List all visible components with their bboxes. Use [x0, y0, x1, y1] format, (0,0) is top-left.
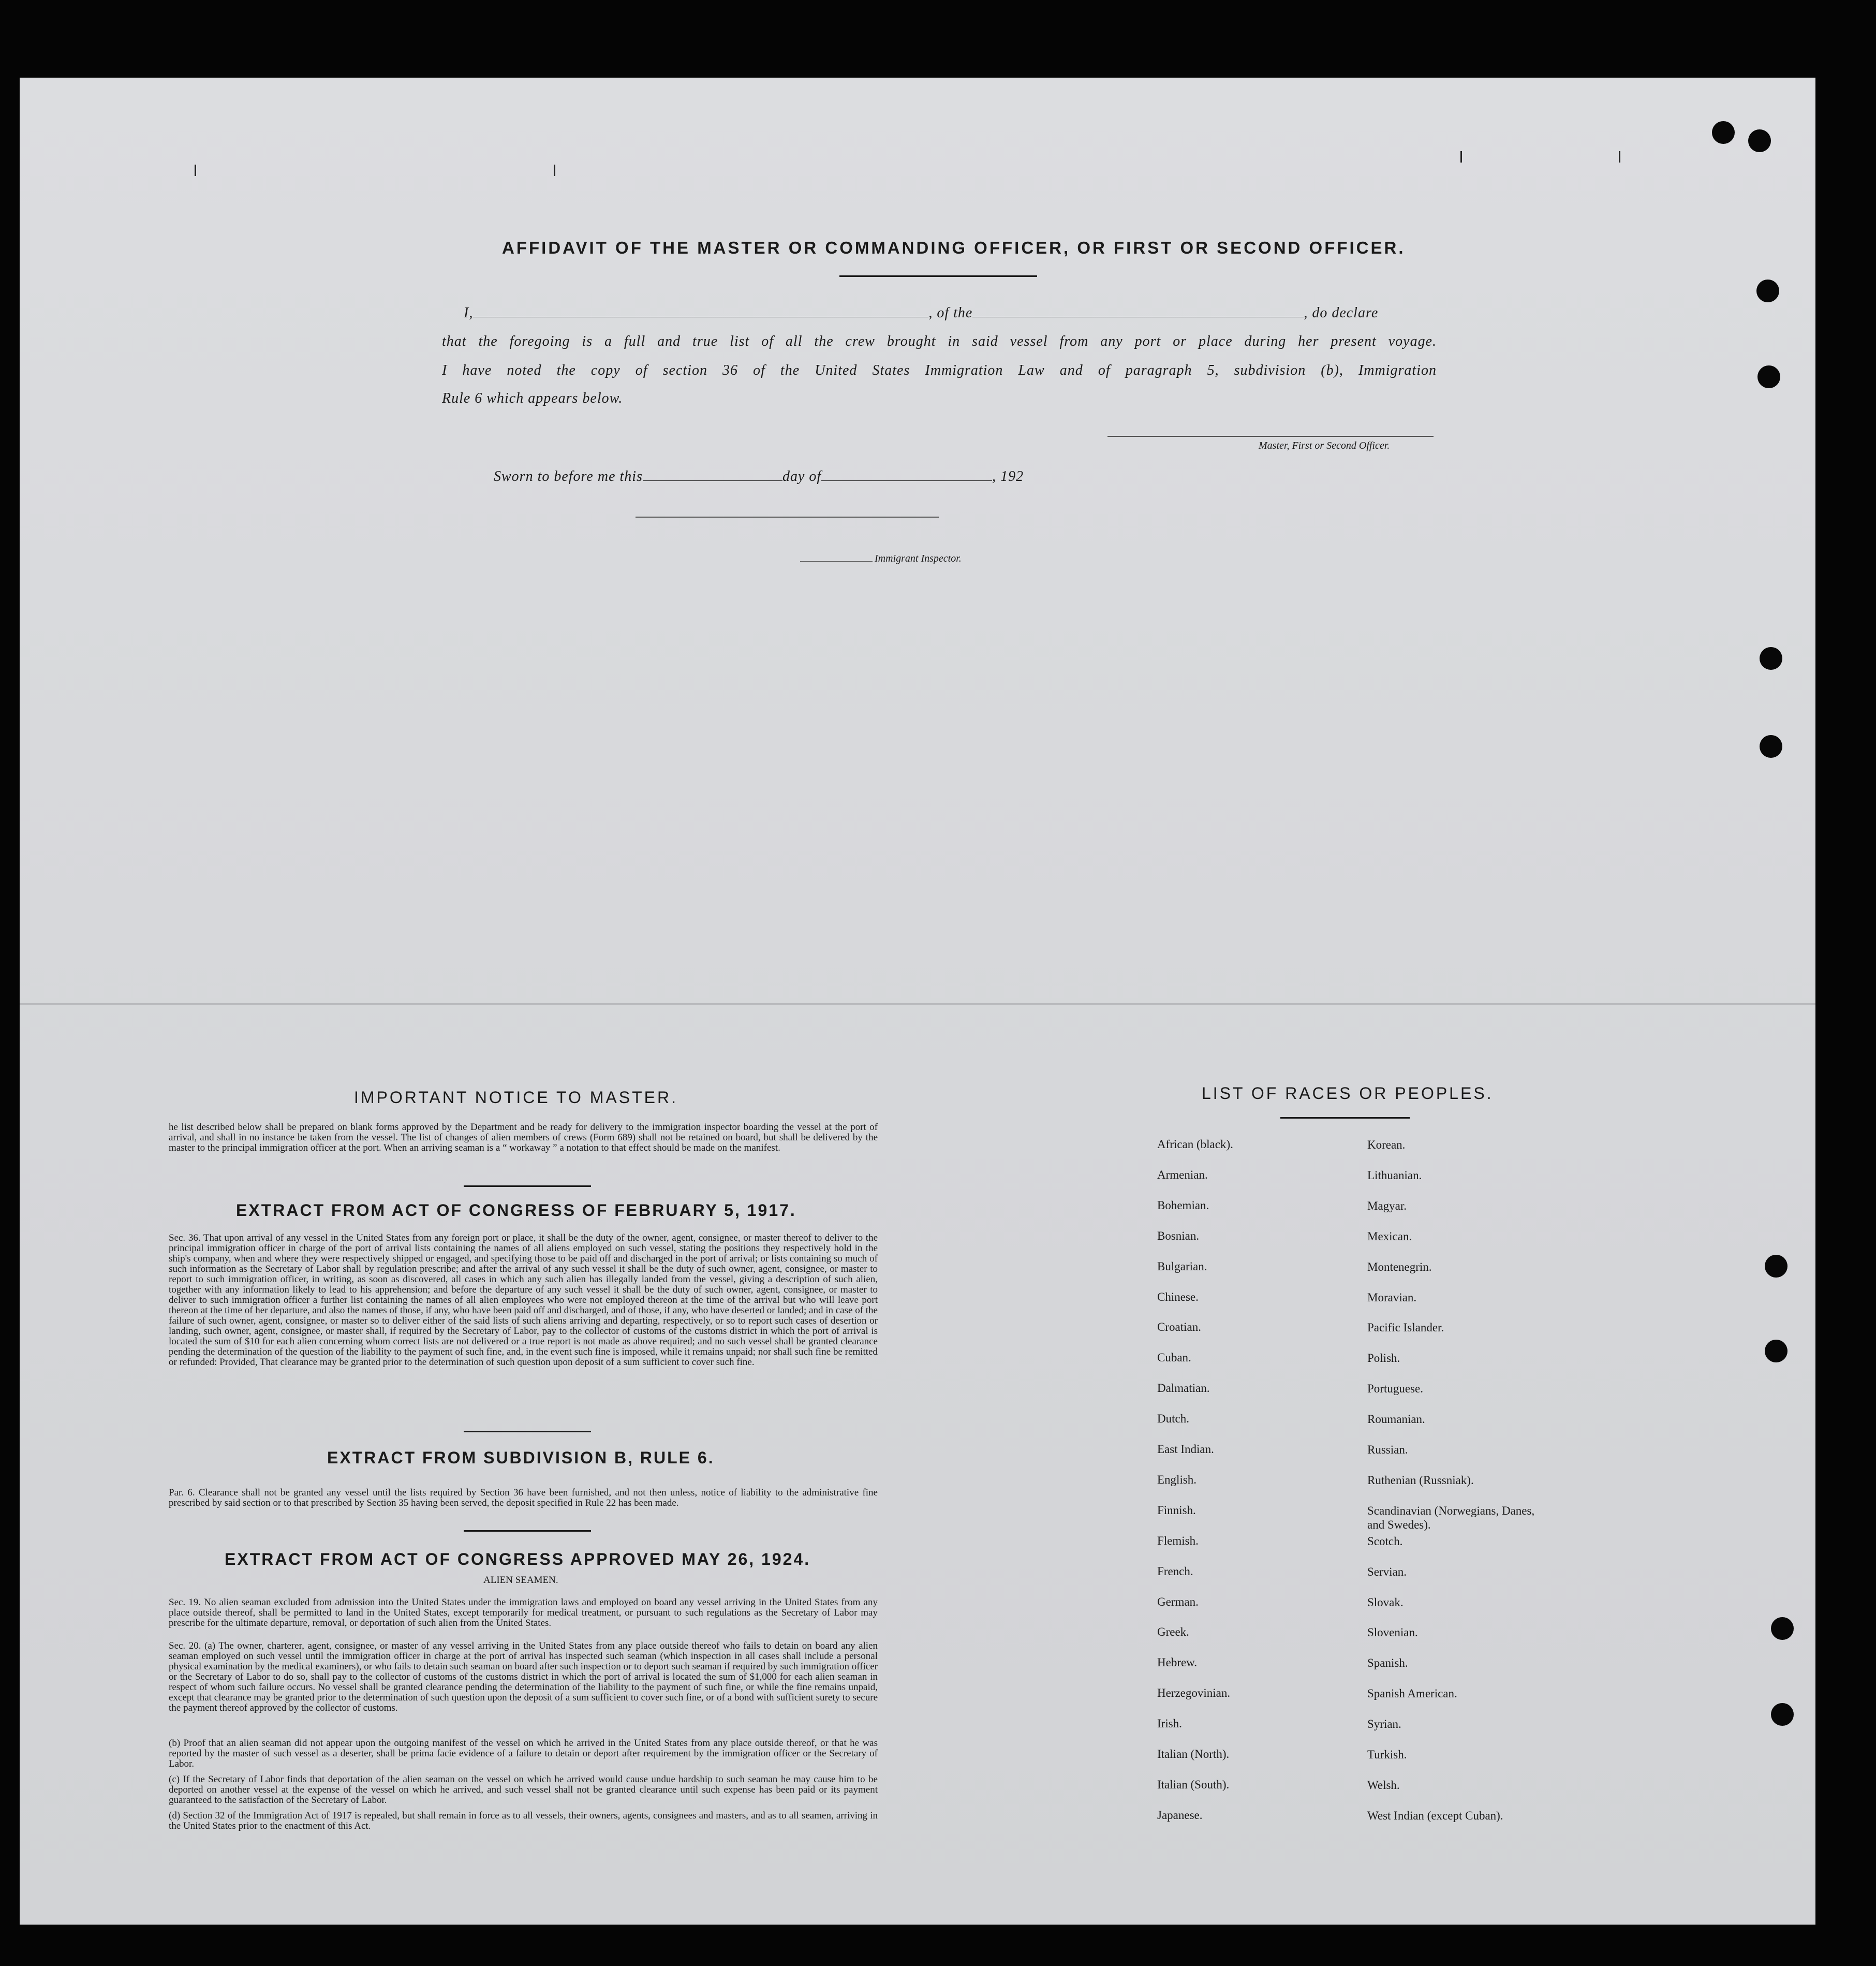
affidavit-of-the: , of the: [928, 305, 973, 321]
punch-hole-icon: [1748, 129, 1771, 152]
affidavit-declare: , do declare: [1304, 305, 1379, 321]
section-rule: [464, 1431, 591, 1432]
race-item: Dutch.: [1157, 1412, 1189, 1425]
section-rule: [464, 1185, 591, 1187]
extract-1917-title: EXTRACT FROM ACT OF CONGRESS OF FEBRUARY 5, 1917.: [236, 1201, 796, 1220]
inspector-lead-line: [800, 561, 873, 562]
races-title: LIST OF RACES OR PEOPLES.: [1202, 1084, 1494, 1103]
section-rule: [464, 1530, 591, 1532]
affidavit-line-2: that the foregoing is a full and true list of all the crew brought in said vessel from any port or place during her present voyage.: [442, 333, 1437, 349]
race-item: Spanish American.: [1367, 1687, 1457, 1700]
race-item: German.: [1157, 1595, 1199, 1608]
page-fold-line: [20, 1003, 1815, 1005]
race-item: Roumanian.: [1367, 1413, 1425, 1426]
race-item: Croatian.: [1157, 1321, 1201, 1333]
day-blank: [643, 468, 782, 481]
punch-hole-icon: [1771, 1617, 1794, 1640]
extract-rule6-title: EXTRACT FROM SUBDIVISION B, RULE 6.: [327, 1448, 715, 1467]
race-item: Korean.: [1367, 1138, 1406, 1151]
punch-hole-icon: [1760, 735, 1782, 758]
race-item: Finnish.: [1157, 1504, 1196, 1517]
race-item: Scandinavian (Norwegians, Danes, and Swedes).: [1367, 1504, 1535, 1531]
race-item: Magyar.: [1367, 1199, 1407, 1212]
race-item: Herzegovinian.: [1157, 1686, 1231, 1699]
race-item: Dalmatian.: [1157, 1382, 1210, 1395]
month-blank: [821, 468, 992, 481]
race-item: Bulgarian.: [1157, 1260, 1207, 1273]
extract-1924-sec20b: (b) Proof that an alien seaman did not appear upon the outgoing manifest of the vessel on which he arrived in the United States from any place outside thereof, or that he was reported by the master of such vessel as a deserter, shall be prima facie evidence of a failure to detain or deport after requirement by the immigration officer or the Secretary of Labor.: [169, 1738, 878, 1769]
vessel-blank: [972, 304, 1304, 317]
affidavit-title: AFFIDAVIT OF THE MASTER OR COMMANDING OFFICER, OR FIRST OR SECOND OFFICER.: [502, 238, 1406, 257]
race-item: Slovak.: [1367, 1596, 1404, 1609]
race-item: Italian (South).: [1157, 1778, 1230, 1791]
race-item: French.: [1157, 1565, 1193, 1578]
race-item: Ruthenian (Russniak).: [1367, 1474, 1474, 1487]
race-item: Irish.: [1157, 1717, 1182, 1730]
race-item: Greek.: [1157, 1625, 1189, 1638]
race-item: Chinese.: [1157, 1290, 1199, 1303]
race-item: Bosnian.: [1157, 1229, 1200, 1242]
race-item: Montenegrin.: [1367, 1260, 1432, 1273]
race-item: Russian.: [1367, 1443, 1408, 1456]
race-item: Polish.: [1367, 1352, 1400, 1365]
race-item: Italian (North).: [1157, 1748, 1230, 1760]
tick-mark: [195, 165, 196, 176]
signature-caption: Master, First or Second Officer.: [1259, 440, 1390, 451]
races-title-underline: [1280, 1117, 1410, 1119]
race-item: Lithuanian.: [1367, 1169, 1422, 1182]
extract-rule6-body: Par. 6. Clearance shall not be granted any vessel until the lists required by Section 36 have been furnished, and not then unless, notice of liability to the administrative fine prescribed by said section or to that prescribed by Section 35 having been served, the deposit specified in Rule 22 has been made.: [169, 1487, 878, 1508]
name-blank: [473, 304, 928, 317]
race-item: Bohemian.: [1157, 1199, 1209, 1212]
punch-hole-icon: [1765, 1255, 1788, 1278]
extract-1924-sec19: Sec. 19. No alien seaman excluded from admission into the United States under the immigration laws and employed on board any vessel arriving in the United States from any place outside thereof, shall be permitted to land in the United States, except temporarily for medical treatment, or pursuant to such regulations as the Secretary of Labor may prescribe for the ultimate departure, removal, or deportation of such alien from the United States.: [169, 1597, 878, 1628]
race-item: Syrian.: [1367, 1718, 1401, 1730]
race-item: West Indian (except Cuban).: [1367, 1809, 1503, 1822]
affidavit-line-1: [464, 304, 1378, 321]
sworn-day: day of: [782, 468, 822, 485]
extract-1924-subtitle: ALIEN SEAMEN.: [483, 1575, 558, 1586]
sworn-prefix: Sworn to before me this: [494, 468, 643, 485]
tick-mark: [1460, 151, 1462, 163]
affidavit-line-4: Rule 6 which appears below.: [442, 390, 623, 406]
race-item: African (black).: [1157, 1138, 1233, 1151]
race-item: Cuban.: [1157, 1351, 1191, 1364]
inspector-caption: Immigrant Inspector.: [875, 553, 962, 564]
signature-line: [1107, 436, 1434, 437]
affidavit-i: I,: [464, 305, 474, 321]
race-item: Japanese.: [1157, 1809, 1203, 1822]
punch-hole-icon: [1771, 1703, 1794, 1726]
punch-hole-icon: [1765, 1340, 1788, 1362]
tick-mark: [1619, 151, 1620, 163]
sworn-line: [494, 468, 1024, 485]
title-underline: [839, 275, 1037, 277]
race-item: Servian.: [1367, 1565, 1407, 1578]
race-item: Pacific Islander.: [1367, 1321, 1444, 1334]
race-item: Slovenian.: [1367, 1626, 1418, 1639]
punch-hole-icon: [1757, 365, 1780, 388]
notice-body: he list described below shall be prepared on blank forms approved by the Department and be ready for delivery to the immigration inspector boarding the vessel at the port of arrival, and shall in no instance be taken from the vessel. The list of changes of alien members of crews (Form 689) shall not be retained on board, but shall be delivered by the master to the principal immigration officer at the port. When an arriving seaman is a “ workaway ” a notation to that effect should be made on the manifest.: [169, 1122, 878, 1153]
race-item: Portuguese.: [1367, 1382, 1423, 1395]
race-item: East Indian.: [1157, 1443, 1214, 1456]
punch-hole-icon: [1712, 121, 1735, 144]
race-item: Welsh.: [1367, 1779, 1400, 1792]
sworn-year: , 192: [992, 468, 1024, 485]
extract-1924-title: EXTRACT FROM ACT OF CONGRESS APPROVED MAY 26, 1924.: [225, 1550, 811, 1568]
race-item: Mexican.: [1367, 1230, 1412, 1243]
punch-hole-icon: [1760, 647, 1782, 670]
extract-1924-sec20c: (c) If the Secretary of Labor finds that deportation of the alien seaman on the vessel on which he arrived would cause undue hardship to such seaman he may cause him to be deported on another vessel at the expense of the vessel on which he arrived, and such vessel shall not be granted clearance until such expense has been paid or its payment guaranteed to the satisfaction of the Secretary of Labor.: [169, 1774, 878, 1806]
affidavit-line-3: I have noted the copy of section 36 of the United States Immigration Law and of paragraph 5, subdivision (b), Immigration: [442, 362, 1437, 378]
punch-hole-icon: [1756, 280, 1779, 302]
notice-title: IMPORTANT NOTICE TO MASTER.: [354, 1088, 678, 1107]
tick-mark: [554, 165, 555, 176]
race-item: Hebrew.: [1157, 1656, 1198, 1669]
race-item: Moravian.: [1367, 1291, 1417, 1304]
race-item: Flemish.: [1157, 1534, 1199, 1547]
race-item: Turkish.: [1367, 1748, 1407, 1761]
race-item: Scotch.: [1367, 1535, 1403, 1548]
extract-1917-body: Sec. 36. That upon arrival of any vessel in the United States from any foreign port or place, it shall be the duty of the owner, agent, consignee, or master thereof to deliver to the principal immigration officer in charge of the port of arrival lists containing the names of all aliens employed on such vessel, stating the positions they respectively hold in the ship's company, when and where they were respectively shipped or engaged, and specifying those to be paid off and discharged in the port of arrival; or lists containing so much of such information as the Secretary of Labor shall by regulation prescribe; and after the arrival of any such vessel it shall be the duty of such owner, agent, consignee, or master to report to such immigration officer, in writing, as soon as discovered, all cases in which any such alien has illegally landed from the vessel, giving a description of such alien, together with any information likely to lead to his apprehension; and before the departure of any such vessel it shall be the duty of such owner, agent, consignee, or master to deliver to such immigration officer a further list containing the names of all alien employees who were not employed thereon at the time of the arrival but who will leave port thereon at the time of her departure, and also the names of those, if any, who have been paid off and discharged, and of those, if any, who have deserted or landed; and in case of the failure of such owner, agent, consignee, or master so to deliver either of the said lists of such aliens arriving and departing, respectively, or so to report such cases of desertion or landing, such owner, agent, consignee, or master shall, if required by the Secretary of Labor, pay to the collector of customs of the customs district in which the port of arrival is located the sum of $10 for each alien concerning whom correct lists are not delivered or a true report is not made as above required; and no such vessel shall be granted clearance pending the determination of the question of the liability to the payment of such fine, and, in the event such fine is imposed, while it remains unpaid; nor shall such fine be remitted or refunded: Provided, That clearance may be granted prior to the determination of such question upon deposit of a sum sufficient to cover such fine.: [169, 1233, 878, 1368]
race-item: English.: [1157, 1473, 1197, 1486]
race-item: Armenian.: [1157, 1168, 1208, 1181]
extract-1924-sec20a: Sec. 20. (a) The owner, charterer, agent, consignee, or master of any vessel arriving in the United States from any place outside thereof who fails to detain on board any alien seaman employed on such vessel until the immigration officer in charge at the port of arrival has inspected such seaman (which inspection in all cases shall include a personal physical examination by the medical examiners), or who fails to detain such seaman on board after such inspection or to deport such seaman if required by such immigration officer or the Secretary of Labor to do so, shall pay to the collector of customs of the customs district in which the port of arrival is located the sum of $1,000 for each alien seaman in respect of whom such failure occurs. No vessel shall be granted clearance pending the determination of the liability to the payment of such fine, or while the fine remains unpaid, except that clearance may be granted prior to the determination of such question upon the deposit of a sum sufficient to cover such fine, or of a bond with sufficient surety to secure the payment thereof approved by the collector of customs.: [169, 1640, 878, 1713]
extract-1924-sec20d: (d) Section 32 of the Immigration Act of 1917 is repealed, but shall remain in force as to all vessels, their owners, agents, consignees and masters, and as to all seamen, arriving in the United States prior to the enactment of this Act.: [169, 1810, 878, 1831]
inspector-signature-line: [636, 517, 939, 518]
race-item: Spanish.: [1367, 1656, 1408, 1669]
